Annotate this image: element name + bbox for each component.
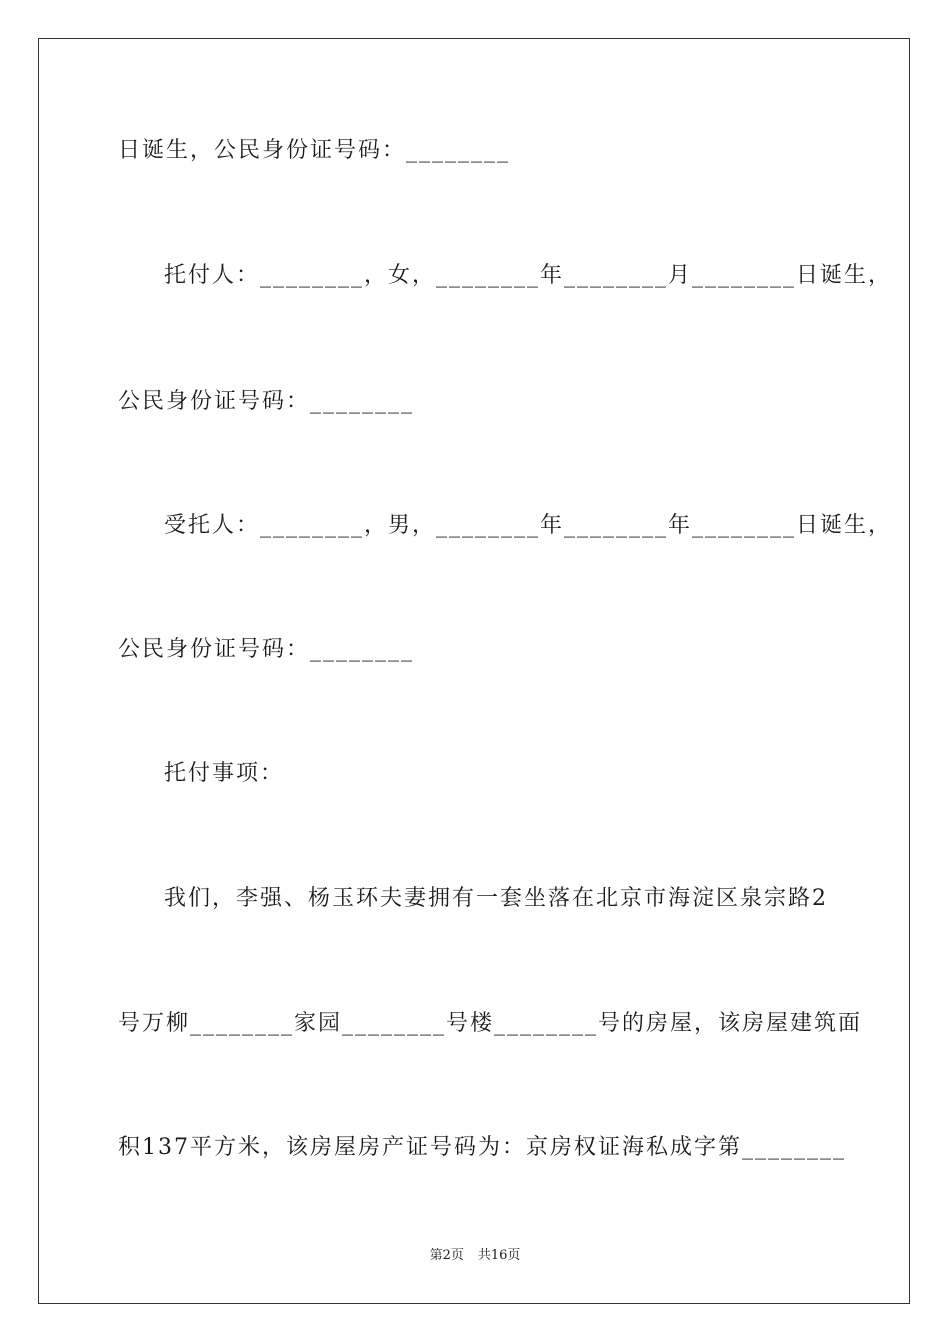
text-line-6: 托付事项： bbox=[164, 761, 285, 786]
page-total: 共16页 bbox=[477, 1248, 521, 1263]
text-line-8: 号万柳________家园________号楼________号的房屋，该房屋建筑面 bbox=[118, 1011, 863, 1036]
text-line-1: 日诞生，公民身份证号码：________ bbox=[118, 138, 511, 163]
text-line-7: 我们，李强、杨玉环夫妻拥有一套坐落在北京市海淀区泉宗路2 bbox=[164, 886, 828, 911]
text-line-9: 积137平方米，该房屋房产证号码为：京房权证海私成字第________ bbox=[118, 1135, 846, 1160]
text-line-3: 公民身份证号码：________ bbox=[118, 389, 415, 414]
page-footer bbox=[0, 1248, 950, 1264]
page-number: 第2页 bbox=[429, 1248, 464, 1263]
text-line-5: 公民身份证号码：________ bbox=[118, 637, 415, 662]
page-border bbox=[38, 38, 910, 1304]
text-line-4: 受托人：________，男，________年________年________日诞生， bbox=[164, 513, 893, 538]
text-line-2: 托付人：________，女，________年________月________日诞生， bbox=[164, 263, 893, 288]
